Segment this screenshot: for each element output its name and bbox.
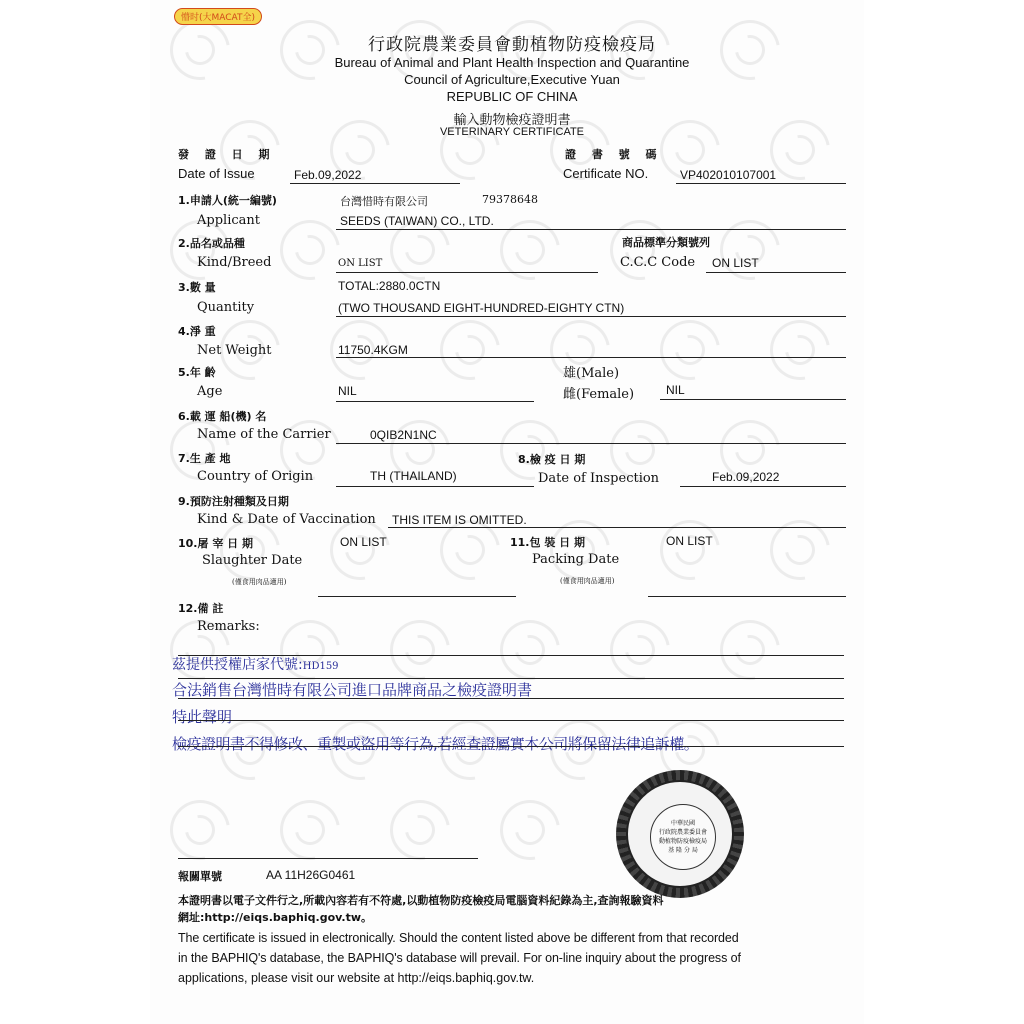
vaccination-label: Kind & Date of Vaccination — [197, 512, 376, 527]
weight-cn: 4.淨 重 — [178, 325, 216, 338]
vaccination-cn: 9.預防注射種類及日期 — [178, 495, 289, 508]
origin-value: TH (THAILAND) — [370, 469, 457, 483]
remarks-line-2: 合法銷售台灣惜時有限公司進口品牌商品之檢疫證明書 — [172, 681, 533, 699]
applicant-name-cn: 台灣惜時有限公司 — [340, 195, 428, 208]
cert-no-cn: 證 書 號 碼 — [565, 148, 657, 161]
packing-note: (僅食用肉品適用) — [560, 577, 615, 585]
country-title: REPUBLIC OF CHINA — [446, 89, 578, 104]
applicant-id: 79378648 — [482, 193, 538, 206]
quantity-label: Quantity — [197, 300, 255, 315]
kind-value: ON LIST — [338, 258, 383, 269]
vaccination-value: THIS ITEM IS OMITTED. — [392, 513, 527, 527]
remarks-line-1: 茲提供授權店家代號:HD159 — [172, 657, 339, 673]
quantity-total: TOTAL:2880.0CTN — [338, 279, 441, 293]
sex-value: NIL — [666, 383, 685, 397]
council-title: Council of Agriculture,Executive Yuan — [404, 72, 620, 87]
inspection-label: Date of Inspection — [538, 471, 660, 486]
issue-date-cn: 發 證 日 期 — [178, 148, 270, 161]
ccc-cn: 商品標準分類號列 — [622, 236, 710, 249]
applicant-name-en: SEEDS (TAIWAN) CO., LTD. — [340, 214, 494, 228]
female-label: 雌(Female) — [563, 387, 635, 402]
inspection-cn: 8.檢 疫 日 期 — [518, 453, 586, 466]
quantity-words: (TWO THOUSAND EIGHT-HUNDRED-EIGHTY CTN) — [338, 301, 625, 315]
packing-label: Packing Date — [532, 552, 620, 567]
age-value: NIL — [338, 384, 357, 398]
slaughter-note: (僅食用肉品適用) — [232, 578, 287, 586]
packing-cn: 11.包 裝 日 期 — [510, 536, 585, 549]
kind-label: Kind/Breed — [197, 255, 272, 270]
cert-no-value: VP402010107001 — [680, 168, 777, 182]
origin-cn: 7.生 產 地 — [178, 452, 231, 465]
top-stamp: 懵时(大MACAT全) — [174, 8, 262, 25]
quantity-cn: 3.數 量 — [178, 281, 216, 294]
slaughter-value: ON LIST — [340, 535, 387, 549]
age-cn: 5.年 齡 — [178, 366, 216, 379]
kind-cn: 2.品名或品種 — [178, 237, 245, 250]
ccc-label: C.C.C Code — [620, 255, 696, 270]
footer-en-3: applications, please visit our website at http://eiqs.baphiq.gov.tw. — [178, 971, 535, 985]
remarks-line-4: 檢疫證明書不得修改、重製或盜用等行為,若經查證屬實本公司將保留法律追訴權。 — [172, 735, 699, 753]
issue-date-label: Date of Issue — [178, 166, 255, 181]
origin-label: Country of Origin — [197, 469, 314, 484]
carrier-cn: 6.載 運 船(機) 名 — [178, 410, 267, 423]
slaughter-cn: 10.屠 宰 日 期 — [178, 537, 253, 550]
carrier-label: Name of the Carrier — [197, 427, 331, 442]
inspection-value: Feb.09,2022 — [712, 470, 780, 484]
footer-cn-1: 本證明書以電子文件行之,所載內容若有不符處,以動植物防疫檢疫局電腦資料紀錄為主,查詢報驗資料 — [178, 894, 664, 907]
cert-no-label: Certificate NO. — [563, 166, 649, 181]
weight-value: 11750.4KGM — [338, 343, 408, 357]
ccc-value: ON LIST — [712, 256, 759, 270]
official-seal: 中華民國 行政院農業委員會 動植物防疫檢疫局 基 隆 分 局 — [616, 770, 744, 898]
age-label: Age — [197, 384, 223, 399]
weight-label: Net Weight — [197, 343, 272, 358]
bureau-title-cn: 行政院農業委員會動植物防疫檢疫局 — [368, 35, 656, 55]
document-title-en: VETERINARY CERTIFICATE — [439, 126, 585, 138]
packing-value: ON LIST — [666, 534, 713, 548]
footer-cn-2: 網址:http://eiqs.baphiq.gov.tw。 — [178, 911, 373, 924]
male-label: 雄(Male) — [563, 366, 620, 381]
declaration-cn: 報關單號 — [178, 870, 222, 883]
footer-en-1: The certificate is issued in electronically. Should the content listed above be different from that recorded — [178, 931, 739, 945]
applicant-cn: 1.申請人(統一編號) — [178, 194, 277, 207]
declaration-value: AA 11H26G0461 — [266, 868, 356, 882]
document-title-cn: 輸入動物檢疫證明書 — [453, 113, 571, 128]
footer-en-2: in the BAPHIQ's database, the BAPHIQ's database will prevail. For on-line inquiry about the progress of — [178, 951, 741, 965]
slaughter-label: Slaughter Date — [202, 553, 303, 568]
remarks-cn: 12.備 註 — [178, 602, 224, 615]
bureau-title-en: Bureau of Animal and Plant Health Inspection and Quarantine — [334, 55, 690, 70]
carrier-value: 0QIB2N1NC — [370, 428, 437, 442]
applicant-label: Applicant — [197, 213, 260, 228]
issue-date-value: Feb.09,2022 — [294, 168, 362, 182]
remarks-label: Remarks: — [197, 619, 260, 634]
remarks-line-3: 特此聲明 — [172, 708, 233, 726]
